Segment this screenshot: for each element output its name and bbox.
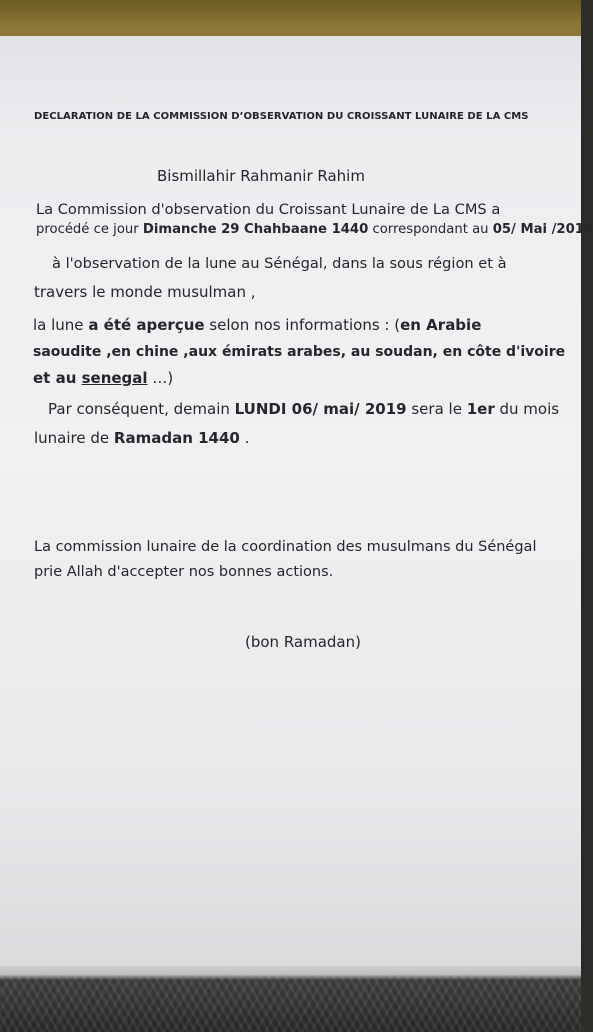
paragraph-2-line-2: travers le monde musulman ,	[34, 283, 256, 301]
text-span: .	[239, 429, 250, 447]
document-page	[0, 36, 593, 974]
text-span: )	[167, 369, 174, 387]
paragraph-5-line-1: La commission lunaire de la coordination des musulmans du Sénégal	[34, 539, 537, 555]
paragraph-1-line-1: La Commission d'observation du Croissant Lunaire de La CMS a	[36, 201, 501, 218]
emphasis-text: et au	[33, 369, 82, 387]
text-span: correspondant au	[368, 222, 493, 237]
emphasis-text: en Arabie	[400, 316, 482, 334]
emphasis-text: a été aperçue	[88, 316, 205, 334]
emphasis-text: 1er	[466, 400, 495, 418]
date-first-ramadan: LUNDI 06/ mai/ 2019	[234, 400, 407, 418]
text-span: procédé ce jour	[36, 222, 143, 237]
text-span: selon nos informations : (	[204, 316, 401, 334]
text-span: sera le	[406, 400, 467, 418]
month-name: Ramadan 1440	[113, 429, 240, 447]
text-span: la lune	[33, 316, 89, 334]
declaration-title: DECLARATION DE LA COMMISSION D’OBSERVATION DU CROISSANT LUNAIRE DE LA CMS	[34, 111, 529, 122]
greeting-line: Bismillahir Rahmanir Rahim	[157, 167, 365, 185]
paragraph-1-line-2	[36, 221, 593, 239]
paper-edge	[0, 966, 581, 980]
paragraph-2-line-1: à l'observation de la lune au Sénégal, dans la sous région et à	[52, 255, 507, 272]
paragraph-5-line-2: prie Allah d'accepter nos bonnes actions.	[34, 564, 334, 580]
text-span: lunaire de	[34, 429, 114, 447]
paragraph-4-line-1	[48, 400, 559, 418]
paragraph-3-line-1	[33, 316, 481, 334]
text-span: …	[147, 369, 168, 387]
paragraph-3-line-2: saoudite ,en chine ,aux émirats arabes, au soudan, en côte d'ivoire	[33, 344, 566, 360]
closing-line: (bon Ramadan)	[245, 633, 361, 651]
paragraph-3-line-3	[33, 369, 173, 387]
text-span: du mois	[494, 400, 560, 418]
date-gregorian: 05/ Mai /2019	[492, 222, 593, 237]
underlined-country: senegal	[81, 369, 148, 387]
text-span: Par conséquent, demain	[48, 400, 235, 418]
paragraph-4-line-2	[34, 429, 249, 447]
date-hijri: Dimanche 29 Chahbaane 1440	[142, 222, 369, 237]
